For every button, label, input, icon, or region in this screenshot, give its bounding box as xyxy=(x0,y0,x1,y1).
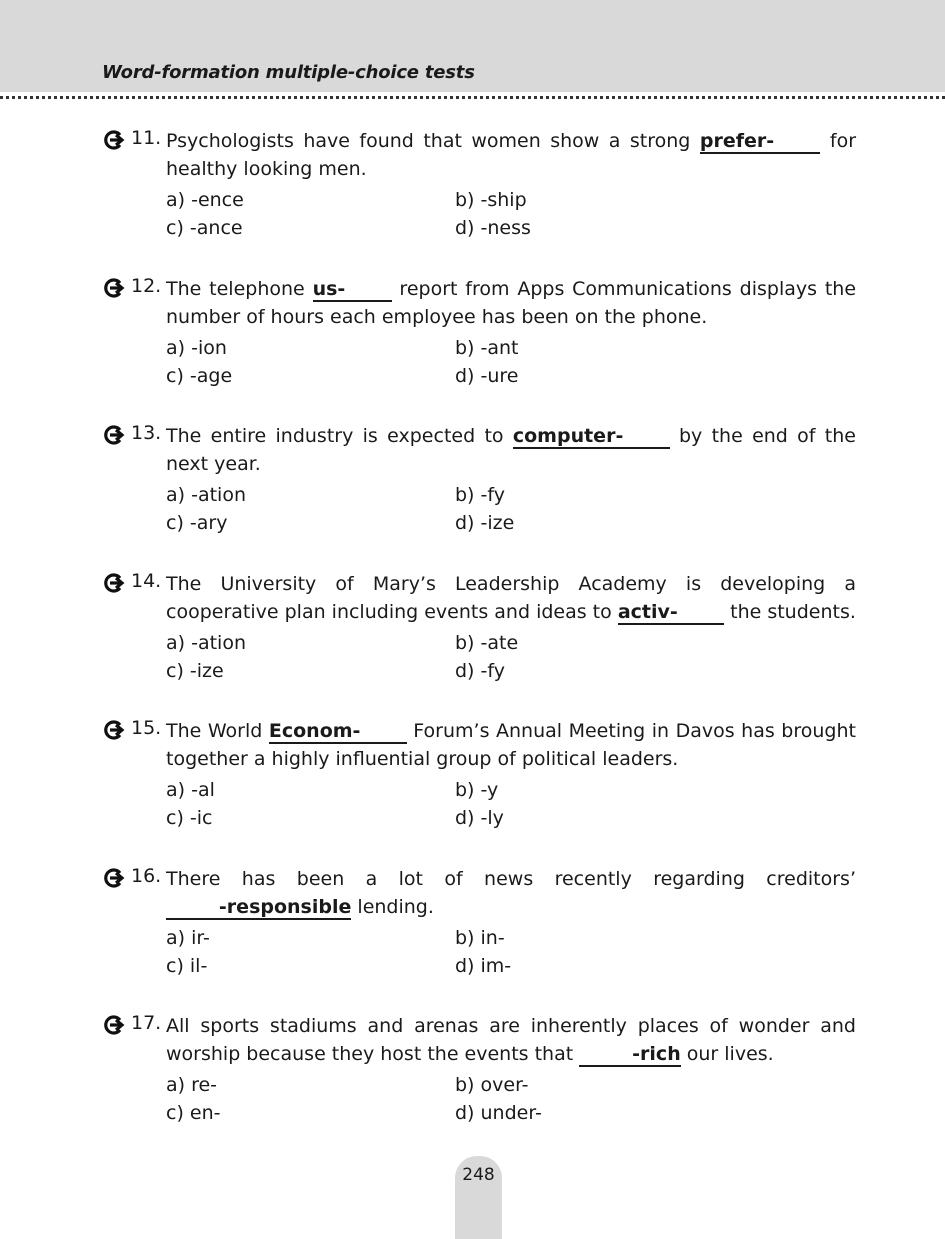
question-text-segment: The telephone xyxy=(166,277,313,300)
answer-blank[interactable] xyxy=(700,130,821,154)
question-item xyxy=(0,715,945,863)
blank-space xyxy=(360,720,406,742)
arrow-bullet-icon xyxy=(103,424,125,446)
answer-option[interactable]: a) re- xyxy=(166,1074,218,1096)
blank-space xyxy=(678,601,724,623)
answer-blank[interactable] xyxy=(618,601,724,625)
question-text-segment: There has been a lot of news recently regarding creditors’ xyxy=(166,867,856,890)
question-text-segment: The University of Mary’s Leadership Academy is developing a cooperative plan including events and ideas to xyxy=(166,572,856,623)
word-stem: -responsible xyxy=(218,895,352,918)
answer-option[interactable]: c) -ic xyxy=(166,807,213,829)
answer-option[interactable]: d) -fy xyxy=(455,659,505,682)
question-number: 14. xyxy=(131,569,162,592)
question-text xyxy=(166,570,856,626)
answer-option[interactable]: d) -ness xyxy=(455,217,531,239)
word-stem: Econom- xyxy=(268,720,361,742)
answer-option[interactable]: d) under- xyxy=(455,1102,542,1124)
answer-option[interactable]: c) -ary xyxy=(166,512,228,534)
question-text-segment: for healthy looking men. xyxy=(166,130,857,180)
answer-option[interactable]: b) -ship xyxy=(455,189,527,211)
answer-option[interactable]: c) en- xyxy=(166,1102,221,1124)
question-text-segment: Psychologists have found that women show a strong xyxy=(166,130,700,152)
answer-option[interactable]: d) -ize xyxy=(455,512,515,534)
answer-blank[interactable] xyxy=(579,1043,680,1067)
question-number: 17. xyxy=(131,1012,162,1034)
answer-option[interactable]: c) il- xyxy=(166,954,208,977)
answer-blank[interactable] xyxy=(269,720,407,744)
question-item xyxy=(0,863,945,1011)
question-list xyxy=(0,125,945,1158)
question-text xyxy=(166,717,856,773)
question-number: 12. xyxy=(131,274,162,297)
blank-space xyxy=(579,1043,632,1065)
blank-space xyxy=(774,130,820,152)
question-text xyxy=(166,865,856,921)
arrow-bullet-icon xyxy=(103,719,125,741)
question-text-segment: by the end of the next year. xyxy=(166,425,856,475)
blank-space xyxy=(345,278,391,300)
answer-blank[interactable] xyxy=(166,896,351,920)
answer-option[interactable]: b) -fy xyxy=(455,484,505,506)
answer-option[interactable]: a) -ion xyxy=(166,336,227,359)
question-text-segment: the students. xyxy=(724,600,856,623)
answer-blank[interactable] xyxy=(513,425,670,449)
answer-option[interactable]: a) -ence xyxy=(166,189,244,211)
question-number: 15. xyxy=(131,717,162,739)
answer-option[interactable]: b) -ate xyxy=(455,631,519,654)
question-text-segment: report from Apps Communications displays the number of hours each employee has been on the phone. xyxy=(166,277,857,328)
answer-option[interactable]: d) -ly xyxy=(455,807,504,829)
question-item xyxy=(0,273,945,421)
arrow-bullet-icon xyxy=(103,129,125,151)
dotted-divider xyxy=(0,96,945,99)
question-text-segment: The World xyxy=(166,720,269,742)
answer-option[interactable]: d) im- xyxy=(455,954,512,977)
answer-option[interactable]: c) -age xyxy=(166,364,233,387)
question-item xyxy=(0,1010,945,1158)
question-text-segment: All sports stadiums and arenas are inherently places of wonder and worship because they host the events that xyxy=(166,1015,856,1065)
answer-blank[interactable] xyxy=(313,278,392,302)
answer-option[interactable]: d) -ure xyxy=(455,364,519,387)
answer-option[interactable]: a) -ation xyxy=(166,484,246,506)
arrow-bullet-icon xyxy=(103,867,125,889)
question-text-segment: lending. xyxy=(351,895,434,918)
answer-option[interactable]: a) -ation xyxy=(166,631,246,654)
word-stem: activ- xyxy=(617,600,678,623)
question-text-segment: Forum’s Annual Meeting in Davos has brought together a highly influential group of political leaders. xyxy=(166,720,856,770)
word-stem: prefer- xyxy=(699,130,775,152)
word-stem: -rich xyxy=(632,1043,681,1065)
blank-space xyxy=(166,896,219,918)
question-text xyxy=(166,422,856,478)
question-item xyxy=(0,125,945,273)
word-stem: us- xyxy=(312,277,346,300)
question-item xyxy=(0,420,945,568)
arrow-bullet-icon xyxy=(103,277,125,299)
question-text xyxy=(166,1012,856,1068)
question-number: 16. xyxy=(131,864,162,887)
word-stem: computer- xyxy=(512,425,624,447)
answer-option[interactable]: a) -al xyxy=(166,779,215,801)
question-text xyxy=(166,127,856,183)
blank-space xyxy=(623,425,669,447)
arrow-bullet-icon xyxy=(103,572,125,594)
question-text-segment: our lives. xyxy=(680,1043,774,1065)
question-text xyxy=(166,275,856,331)
answer-option[interactable]: c) -ize xyxy=(166,659,224,682)
answer-option[interactable]: a) ir- xyxy=(166,926,210,949)
answer-option[interactable]: b) -ant xyxy=(455,336,519,359)
question-number: 13. xyxy=(131,422,162,444)
question-text-segment: The entire industry is expected to xyxy=(166,425,513,447)
page-header-title: Word-formation multiple-choice tests xyxy=(102,62,475,83)
answer-option[interactable]: c) -ance xyxy=(166,217,243,239)
arrow-bullet-icon xyxy=(103,1014,125,1036)
question-item xyxy=(0,568,945,716)
page-number: 248 xyxy=(462,1165,495,1185)
answer-option[interactable]: b) over- xyxy=(455,1074,529,1096)
answer-option[interactable]: b) in- xyxy=(455,926,505,949)
answer-option[interactable]: b) -y xyxy=(455,779,499,801)
question-number: 11. xyxy=(131,127,162,149)
